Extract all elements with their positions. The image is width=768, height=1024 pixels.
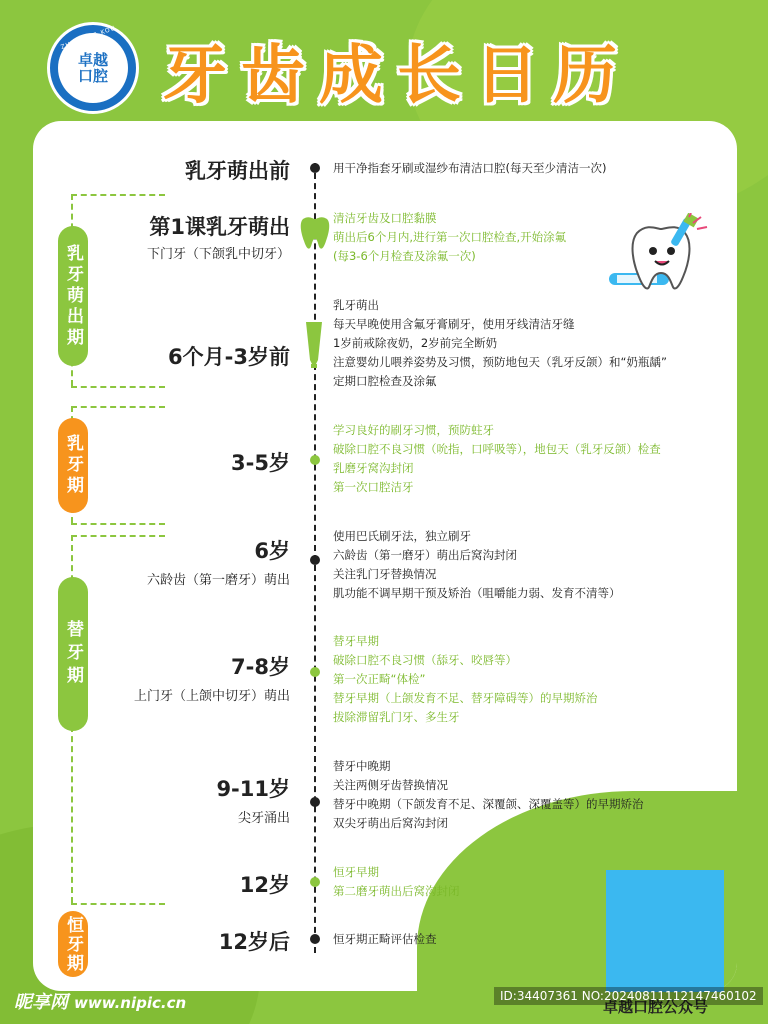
note-line: 替牙早期（上颌发育不足、替牙障碍等）的早期矫治 bbox=[333, 691, 598, 705]
timeline-notes bbox=[333, 757, 644, 833]
timeline-dot bbox=[310, 163, 320, 173]
tooth-icon bbox=[299, 215, 331, 251]
bracket-line bbox=[71, 523, 165, 525]
age-label: 第1课乳牙萌出 bbox=[149, 215, 290, 239]
timeline-age bbox=[216, 773, 290, 826]
note-line: 定期口腔检查及涂氟 bbox=[333, 374, 437, 388]
qr-code-placeholder[interactable] bbox=[606, 870, 724, 992]
timeline-notes bbox=[333, 632, 598, 727]
note-line: 第一次正畸“体检” bbox=[333, 672, 426, 686]
timeline-age bbox=[168, 341, 290, 371]
stage-pill-eruption: 乳牙萌出期 bbox=[58, 226, 88, 366]
note-line: 用干净指套牙刷或湿纱布清洁口腔(每天至少清洁一次) bbox=[333, 161, 607, 175]
note-line: 乳牙萌出 bbox=[333, 298, 379, 312]
age-label: 12岁 bbox=[239, 873, 290, 897]
note-line: 第二磨牙萌出后窝沟封闭 bbox=[333, 884, 460, 898]
age-label: 乳牙萌出前 bbox=[185, 159, 290, 183]
bracket-line bbox=[71, 386, 165, 388]
note-line: 第一次口腔洁牙 bbox=[333, 480, 414, 494]
age-sublabel: 尖牙涌出 bbox=[237, 811, 290, 826]
note-line: 乳磨牙窝沟封闭 bbox=[333, 461, 414, 475]
timeline-age bbox=[147, 211, 290, 262]
logo-ring-text: ZHUO YUE KOU QIANG bbox=[59, 24, 117, 58]
note-line: 注意婴幼儿喂养姿势及习惯，预防地包天（乳牙反颌）和“奶瓶龋” bbox=[333, 355, 667, 369]
note-line: 替牙中晚期（下颌发育不足、深覆颌、深覆盖等）的早期矫治 bbox=[333, 797, 644, 811]
note-line: 恒牙期正畸评估检查 bbox=[333, 932, 437, 946]
timeline-dot bbox=[310, 934, 320, 944]
stage-pill-primary: 乳牙期 bbox=[58, 418, 88, 513]
timeline-age bbox=[231, 447, 290, 477]
timeline-age bbox=[134, 651, 290, 704]
note-line: 拔除滞留乳门牙、多生牙 bbox=[333, 710, 460, 724]
note-line: 替牙早期 bbox=[333, 634, 379, 648]
note-line: 双尖牙萌出后窝沟封闭 bbox=[333, 816, 448, 830]
timeline-dot bbox=[310, 877, 320, 887]
qr-label: 卓越口腔公众号 bbox=[603, 998, 709, 1016]
bracket-line bbox=[71, 903, 165, 905]
note-line: 替牙中晚期 bbox=[333, 759, 391, 773]
timeline-age bbox=[240, 869, 290, 899]
note-line: 破除口腔不良习惯（舔牙、咬唇等） bbox=[333, 653, 517, 667]
note-line: 关注两侧牙齿替换情况 bbox=[333, 778, 448, 792]
age-sublabel: 上门牙（上颌中切牙）萌出 bbox=[133, 689, 290, 704]
timeline-dot bbox=[310, 455, 320, 465]
age-label: 12岁后 bbox=[218, 930, 290, 954]
timeline-notes bbox=[333, 930, 437, 949]
note-line: 破除口腔不良习惯（吮指，口呼吸等），地包天（乳牙反颌）检查 bbox=[333, 442, 661, 456]
age-label: 9-11岁 bbox=[216, 777, 290, 801]
note-line: 萌出后6个月内,进行第一次口腔检查,开始涂氟 bbox=[333, 230, 567, 244]
age-label: 3-5岁 bbox=[231, 451, 290, 475]
age-label: 7-8岁 bbox=[231, 655, 290, 679]
timeline-age bbox=[185, 155, 290, 185]
age-sublabel: 六龄齿（第一磨牙）萌出 bbox=[146, 573, 290, 588]
logo-text-bottom: 口腔 bbox=[77, 67, 108, 85]
note-line: 1岁前戒除夜奶，2岁前完全断奶 bbox=[333, 336, 498, 350]
timeline-age bbox=[147, 535, 290, 588]
timeline-dot bbox=[310, 555, 320, 565]
brand-logo bbox=[47, 22, 139, 114]
note-line: 学习良好的刷牙习惯，预防蛀牙 bbox=[333, 423, 494, 437]
timeline-notes bbox=[333, 209, 566, 266]
watermark-brand-name: 昵享网 bbox=[14, 992, 68, 1013]
timeline-dot bbox=[310, 797, 320, 807]
stage-pill-mixed: 替牙期 bbox=[58, 577, 88, 731]
watermark-url: www.nipic.cn bbox=[74, 994, 187, 1012]
toothpaste-icon bbox=[304, 320, 324, 370]
note-line: 恒牙早期 bbox=[333, 865, 379, 879]
logo-text-top: 卓越 bbox=[77, 51, 108, 69]
watermark-id: ID:34407361 NO:20240811112147460102 bbox=[494, 987, 763, 1005]
age-label: 6岁 bbox=[254, 539, 290, 563]
stage-pill-permanent: 恒牙期 bbox=[58, 911, 88, 977]
timeline-notes bbox=[333, 527, 621, 603]
note-line: 关注乳门牙替换情况 bbox=[333, 567, 437, 581]
timeline-age bbox=[219, 926, 290, 956]
page-title: 牙齿成长日历 bbox=[163, 39, 631, 113]
tooth-mascot-illustration bbox=[597, 213, 717, 298]
age-sublabel: 下门牙（下颌乳中切牙） bbox=[146, 247, 290, 262]
note-line: 每天早晚使用含氟牙膏刷牙，使用牙线清洁牙缝 bbox=[333, 317, 575, 331]
timeline-dot bbox=[310, 667, 320, 677]
timeline-notes bbox=[333, 296, 667, 391]
bracket-line bbox=[71, 406, 165, 408]
timeline-notes bbox=[333, 421, 661, 497]
note-line: 肌功能不调早期干预及矫治（咀嚼能力弱、发育不清等） bbox=[333, 586, 621, 600]
watermark-brand bbox=[14, 988, 186, 1014]
note-line: 清洁牙齿及口腔黏膜 bbox=[333, 211, 437, 225]
note-line: (每3-6个月检查及涂氟一次) bbox=[333, 249, 476, 263]
age-label: 6个月-3岁前 bbox=[168, 345, 290, 369]
bracket-line bbox=[71, 194, 165, 196]
note-line: 六龄齿（第一磨牙）萌出后窝沟封闭 bbox=[333, 548, 517, 562]
timeline-notes bbox=[333, 863, 460, 901]
timeline-notes bbox=[333, 159, 606, 178]
note-line: 使用巴氏刷牙法，独立刷牙 bbox=[333, 529, 471, 543]
